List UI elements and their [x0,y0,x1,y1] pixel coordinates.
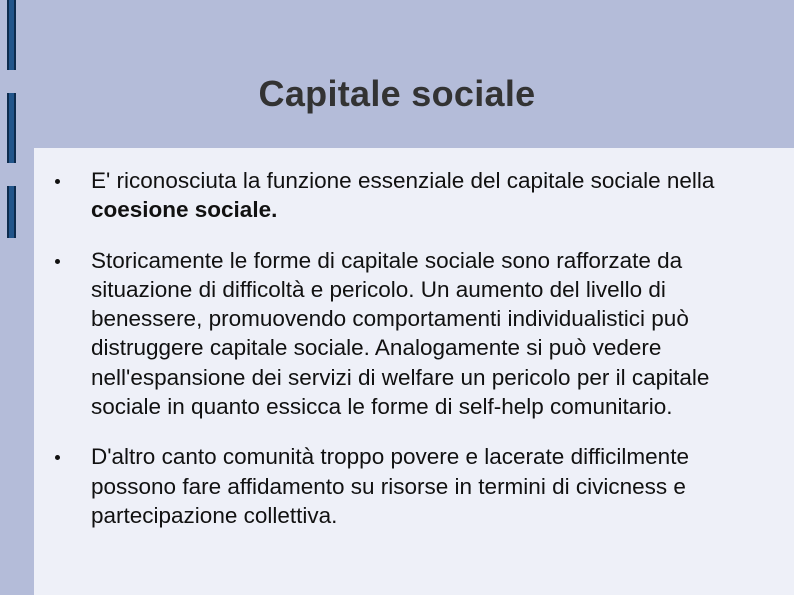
bullet-icon [55,455,60,460]
bullet-text: D'altro canto comunità troppo povere e lacerate difficilmente possono fare affidamento su risorse in termini di civicness e partecipazione collettiva. [91,444,689,528]
bullet-list [34,166,794,551]
bullet-icon [55,259,60,264]
slide-title: Capitale sociale [258,73,536,114]
bullet-icon [55,179,60,184]
decorative-bar [7,0,16,70]
bullet-item [34,442,794,530]
bullet-text-bold: coesione sociale. [91,197,278,223]
bullet-item [34,166,794,225]
bullet-text: Storicamente le forme di capitale sociale sono rafforzate da situazione di difficoltà e pericolo. Un aumento del livello di benessere, promuovendo comportamenti individualistici può distruggere capitale sociale. Analogamente si può vedere nell'espansione dei servizi di welfare un pericolo per il capitale sociale in quanto essicca le forme di self-help comunitario. [91,247,710,420]
bullet-text: E' riconosciuta la funzione essenziale del capitale sociale nella [91,168,715,193]
decorative-bar [7,186,16,238]
slide-content [34,148,794,595]
bullet-item [34,246,794,422]
